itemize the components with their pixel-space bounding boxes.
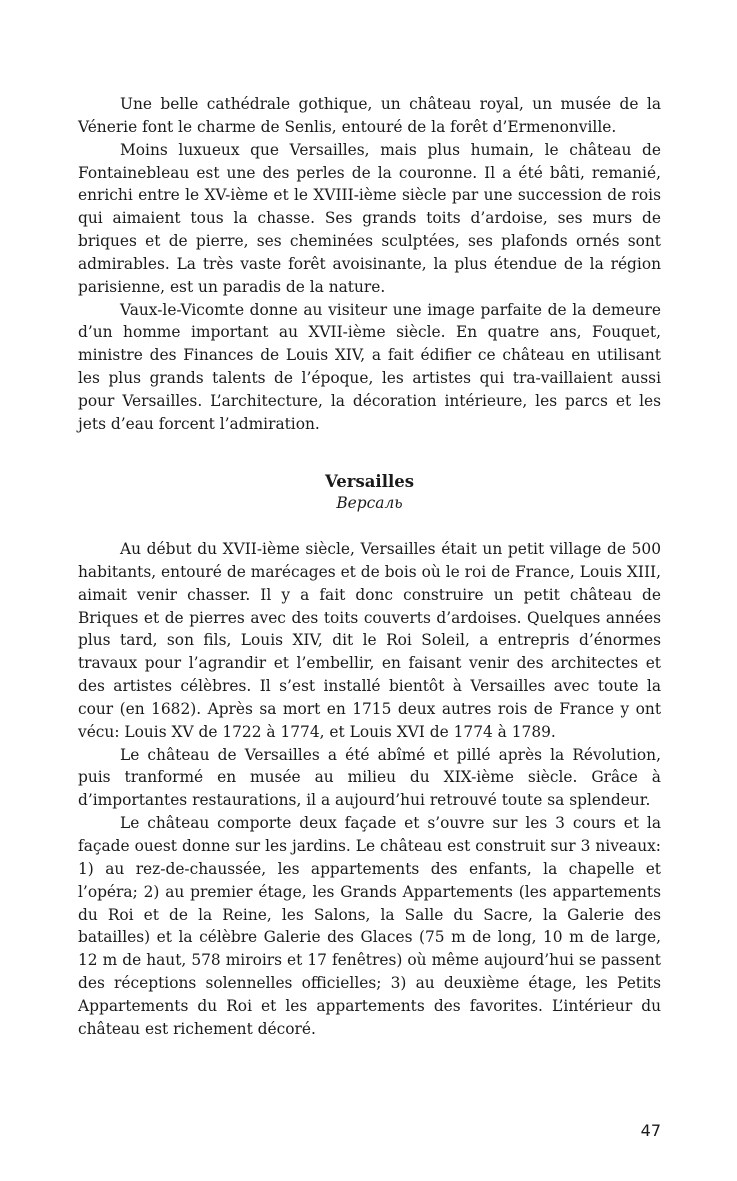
paragraph-senlis: Une belle cathédrale gothique, un château royal, un musée de la Vénerie font le charme de Senlis, entouré de la forêt d’Ermenonville.	[78, 95, 661, 136]
paragraph-restoration: Le château de Versailles a été abîmé et pillé après la Révolution, puis tranformé en musée au milieu du XIX-ième siècle. Grâce à d’importantes restaurations, il a aujourd’hui retrouvé toute sa splendeur.	[78, 745, 661, 810]
section-body	[78, 538, 661, 1041]
section-heading	[78, 471, 661, 514]
section-title: Versailles	[324, 472, 415, 491]
intro-text	[78, 93, 661, 436]
paragraph-history: Au début du XVII-ième siècle, Versailles était un petit village de 500 habitants, entouré de marécages et de bois où le roi de France, Louis XIII, aimait venir chasser. Il y a fait donc construire un petit château de Briques et de pierres avec des toits couverts d’ardoises. Quelques années plus tard, son fils, Louis XIV, dit le Roi Soleil, a entrepris d’énormes travaux pour l’agrandir et l’embellir, en faisant venir des architectes et des artistes célèbres. Il s’est installé bientôt à Versailles avec toute la cour (en 1682). Après sa mort en 1715 deux autres rois de France y ont vécu: Louis XV de 1722 à 1774, et Louis XVI de 1774 à 1789.	[78, 540, 661, 741]
paragraph-layout: Le château comporte deux façade et s’ouvre sur les 3 cours et la façade ouest donne sur les jardins. Le château est construit sur 3 niveaux: 1) au rez-de-chaussée, les appartements des enfants, la chapelle et l’opéra; 2) au premier étage, les Grands Appartements (les appartements du Roi et de la Reine, les Salons, la Salle du Sacre, la Galerie des batailles) et la célèbre Galerie des Glaces (75 m de long, 10 m de large, 12 m de haut, 578 miroirs et 17 fenêtres) où même aujourd’hui se passent des réceptions solennelles officielles; 3) au deuxième étage, les Petits Appartements du Roi et les appartements des favorites. L’intérieur du château est richement décoré.	[78, 814, 661, 1038]
section-subtitle: Версаль	[336, 494, 403, 512]
paragraph-fontainebleau: Moins luxueux que Versailles, mais plus humain, le château de Fontainebleau est une des perles de la couronne. Il a été bâti, remanié, enrichi entre le XV-ième et le XVIII-ième siècle par une succession de rois qui aimaient tous la chasse. Ses grands toits d’ardoise, ses murs de briques et de pierre, ses cheminées sculptées, ses plafonds ornés sont admirables. La très vaste forêt avoisinante, la plus étendue de la région parisienne, est un paradis de la nature.	[78, 140, 661, 296]
paragraph-vaux-le-vicomte: Vaux-le-Vicomte donne au visiteur une image parfaite de la demeure d’un homme important au XVII-ième siècle. En quatre ans, Fouquet, ministre des Finances de Louis XIV, a fait édifier ce château en utilisant les plus grands talents de l’époque, les artistes qui tra-vaillaient aussi pour Versailles. L’architecture, la décoration intérieure, les parcs et les jets d’eau forcent l’admiration.	[78, 300, 661, 433]
page-number: 47	[640, 1121, 661, 1140]
